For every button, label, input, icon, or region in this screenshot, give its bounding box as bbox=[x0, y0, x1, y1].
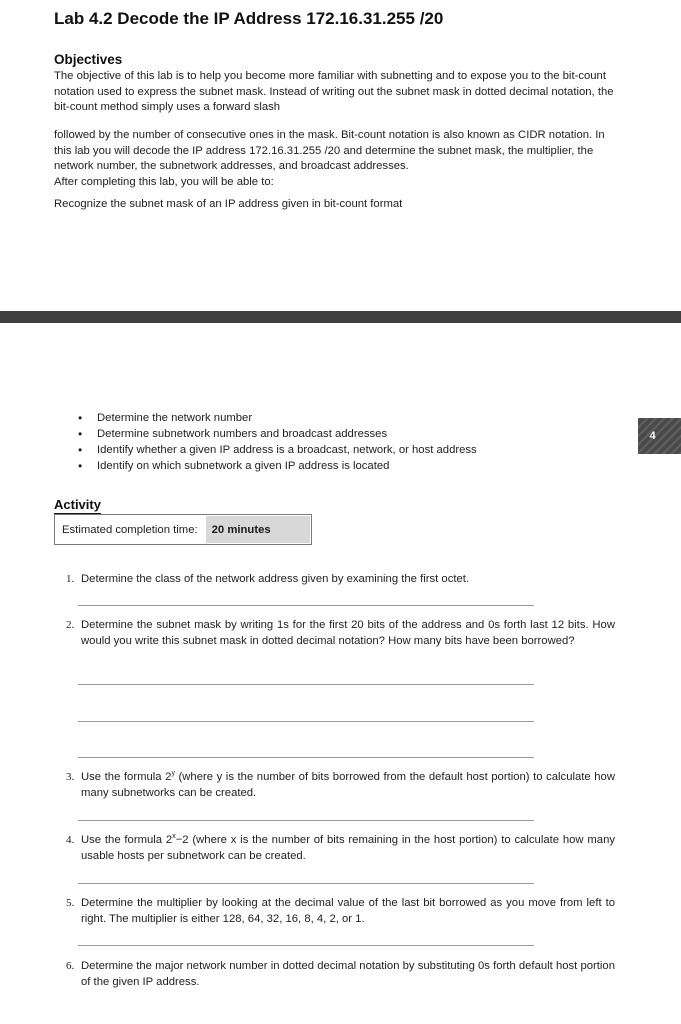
list-item: • Identify whether a given IP address is a broadcast, network, or host address bbox=[78, 442, 477, 458]
question-number: 2. bbox=[66, 619, 75, 631]
question-5 bbox=[66, 895, 615, 927]
question-number: 4. bbox=[66, 834, 75, 846]
completion-time-value: 20 minutes bbox=[206, 516, 310, 543]
answer-line[interactable] bbox=[78, 684, 534, 685]
objectives-paragraph-4: Recognize the subnet mask of an IP address given in bit-count format bbox=[54, 198, 403, 210]
question-4 bbox=[66, 832, 615, 864]
completion-time-label: Estimated completion time: bbox=[62, 523, 198, 536]
question-text: Use the formula $2^x-2$ (where x is the number of bits remaining in the host portion) to calculate how many usable hosts per subnetwork can be created. bbox=[81, 833, 615, 862]
question-number: 3. bbox=[66, 771, 75, 783]
question-text: Determine the class of the network address given by examining the first octet. bbox=[81, 573, 470, 585]
activity-heading: Activity bbox=[54, 497, 101, 512]
answer-line[interactable] bbox=[78, 883, 534, 884]
page-title: Lab 4.2 Decode the IP Address 172.16.31.255 /20 bbox=[54, 9, 444, 28]
objectives-paragraph-1: The objective of this lab is to help you become more familiar with subnetting and to expose you to the bit-count notation used to express the subnet mask. Instead of writing out the subnet mask in dotted decimal notation, the bit-count method simply uses a forward slash bbox=[54, 70, 614, 113]
objectives-list bbox=[78, 410, 477, 474]
completion-time-box bbox=[54, 514, 312, 545]
question-6 bbox=[66, 958, 615, 990]
chapter-tab bbox=[638, 418, 681, 454]
question-number: 1. bbox=[66, 573, 75, 585]
answer-line[interactable] bbox=[78, 721, 534, 722]
question-number: 6. bbox=[66, 960, 75, 972]
answer-line[interactable] bbox=[78, 757, 534, 758]
objectives-heading: Objectives bbox=[54, 52, 123, 67]
question-text: Use the formula 2$^y$ (where y is the number of bits borrowed from the default host portion) to calculate how many subnetworks can be created. bbox=[81, 770, 615, 799]
question-3 bbox=[66, 769, 615, 801]
answer-line[interactable] bbox=[78, 820, 534, 821]
question-text: Determine the major network number in dotted decimal notation by substituting 0s forth default host portion of the given IP address. bbox=[81, 960, 615, 988]
question-number: 5. bbox=[66, 897, 75, 909]
question-text: Determine the subnet mask by writing 1s for the first 20 bits of the address and 0s forth last 12 bits. How would you write this subnet mask in dotted decimal notation? How many bits have been borrowed? bbox=[81, 619, 615, 647]
question-2 bbox=[66, 617, 615, 649]
chapter-number: 4 bbox=[649, 430, 656, 442]
objectives-paragraph-3: After completing this lab, you will be able to: bbox=[54, 176, 274, 188]
list-item: • Determine subnetwork numbers and broadcast addresses bbox=[78, 426, 477, 442]
question-1 bbox=[66, 571, 615, 587]
answer-line[interactable] bbox=[78, 605, 534, 606]
list-item: • Identify on which subnetwork a given IP address is located bbox=[78, 458, 477, 474]
question-text: Determine the multiplier by looking at the decimal value of the last bit borrowed as you move from left to right. The multiplier is either 128, 64, 32, 16, 8, 4, 2, or 1. bbox=[81, 897, 615, 925]
list-item: • Determine the network number bbox=[78, 410, 477, 426]
answer-line[interactable] bbox=[78, 945, 534, 946]
objectives-paragraph-2: followed by the number of consecutive ones in the mask. Bit-count notation is also known as CIDR notation. In this lab you will decode the IP address 172.16.31.255 /20 and determine the subnet mask, the multiplier, the network number, the subnetwork addresses, and broadcast addresses. bbox=[54, 129, 605, 172]
page-break-band bbox=[0, 311, 681, 323]
